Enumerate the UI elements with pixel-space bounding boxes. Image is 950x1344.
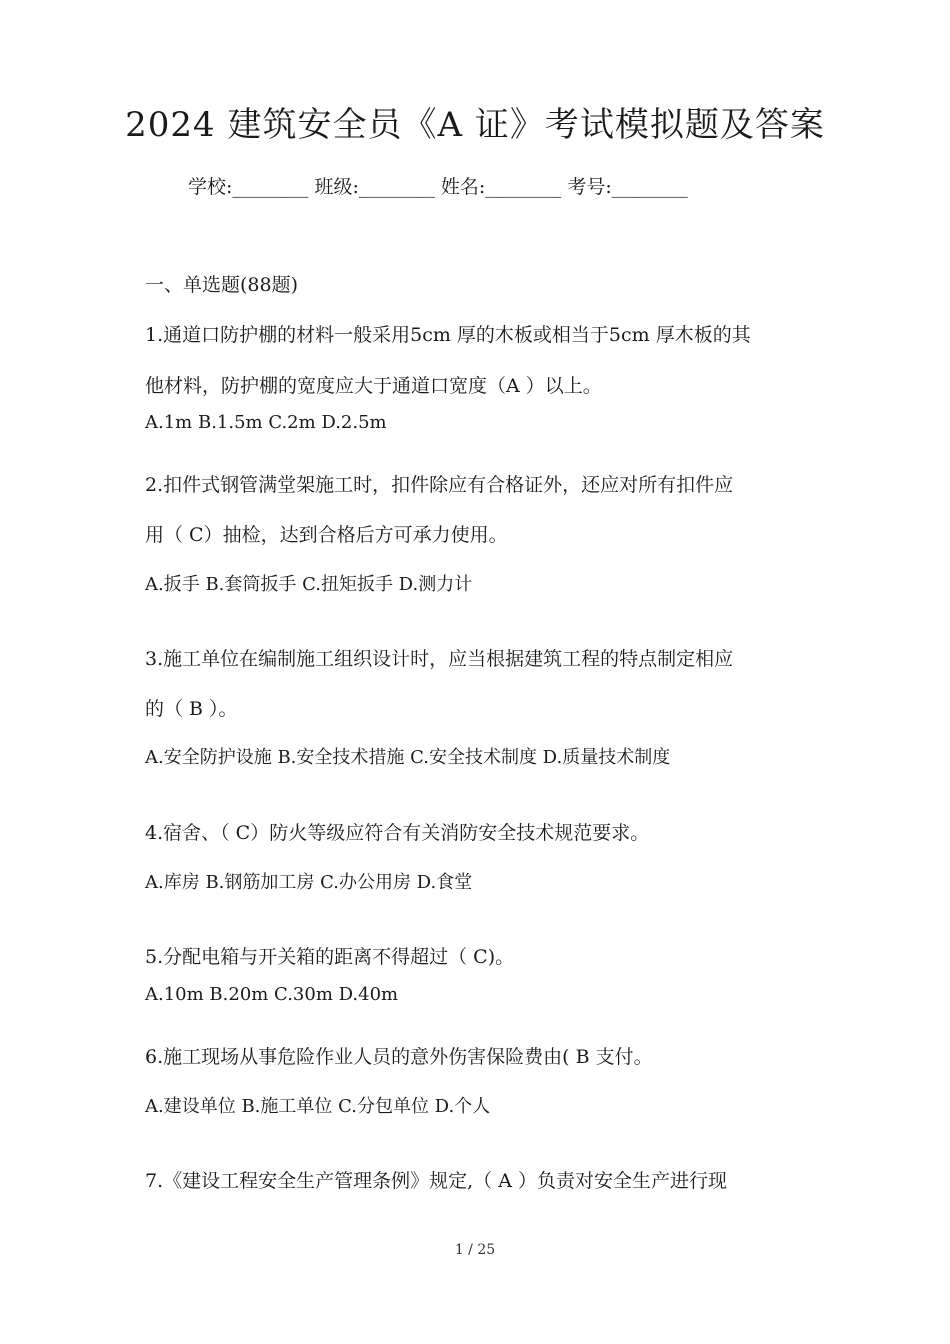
question-3-line-2: 的（ B ）。 (145, 698, 238, 720)
section-heading: 一、单选题(88题) (145, 274, 299, 296)
question-6-line-1: 6.施工现场从事危险作业人员的意外伤害保险费由( B 支付。 (145, 1046, 653, 1068)
question-2-line-1: 2.扣件式钢管满堂架施工时，扣件除应有合格证外，还应对所有扣件应 (145, 474, 734, 496)
question-4-line-1: 4.宿舍、（ C）防火等级应符合有关消防安全技术规范要求。 (145, 822, 650, 844)
question-5-line-1: 5.分配电箱与开关箱的距离不得超过（ C)。 (145, 946, 515, 968)
question-6-options: A.建设单位 B.施工单位 C.分包单位 D.个人 (145, 1096, 491, 1117)
page-number: 1 / 25 (454, 1242, 496, 1258)
question-2-line-2: 用（ C）抽检，达到合格后方可承力使用。 (145, 524, 508, 546)
question-2-options: A.扳手 B.套筒扳手 C.扭矩扳手 D.测力计 (145, 574, 473, 595)
question-5-options: A.10m B.20m C.30m D.40m (145, 984, 399, 1005)
question-1-line-2: 他材料，防护棚的宽度应大于通道口宽度（A ）以上。 (145, 375, 602, 397)
question-1-options: A.1m B.1.5m C.2m D.2.5m (145, 412, 387, 433)
question-4-options: A.库房 B.钢筋加工房 C.办公用房 D.食堂 (145, 872, 473, 893)
question-1-line-1: 1.通道口防护棚的材料一般采用5cm 厚的木板或相当于5cm 厚木板的其 (145, 324, 751, 346)
student-info-line: 学校:________ 班级:________ 姓名:________ 考号:________ (188, 176, 688, 198)
document-title: 2024 建筑安全员《A 证》考试模拟题及答案 (125, 105, 825, 145)
question-3-line-1: 3.施工单位在编制施工组织设计时，应当根据建筑工程的特点制定相应 (145, 648, 734, 670)
question-7-line-1: 7.《建设工程安全生产管理条例》规定,（ A ）负责对安全生产进行现 (145, 1170, 727, 1192)
question-3-options: A.安全防护设施 B.安全技术措施 C.安全技术制度 D.质量技术制度 (145, 747, 671, 768)
